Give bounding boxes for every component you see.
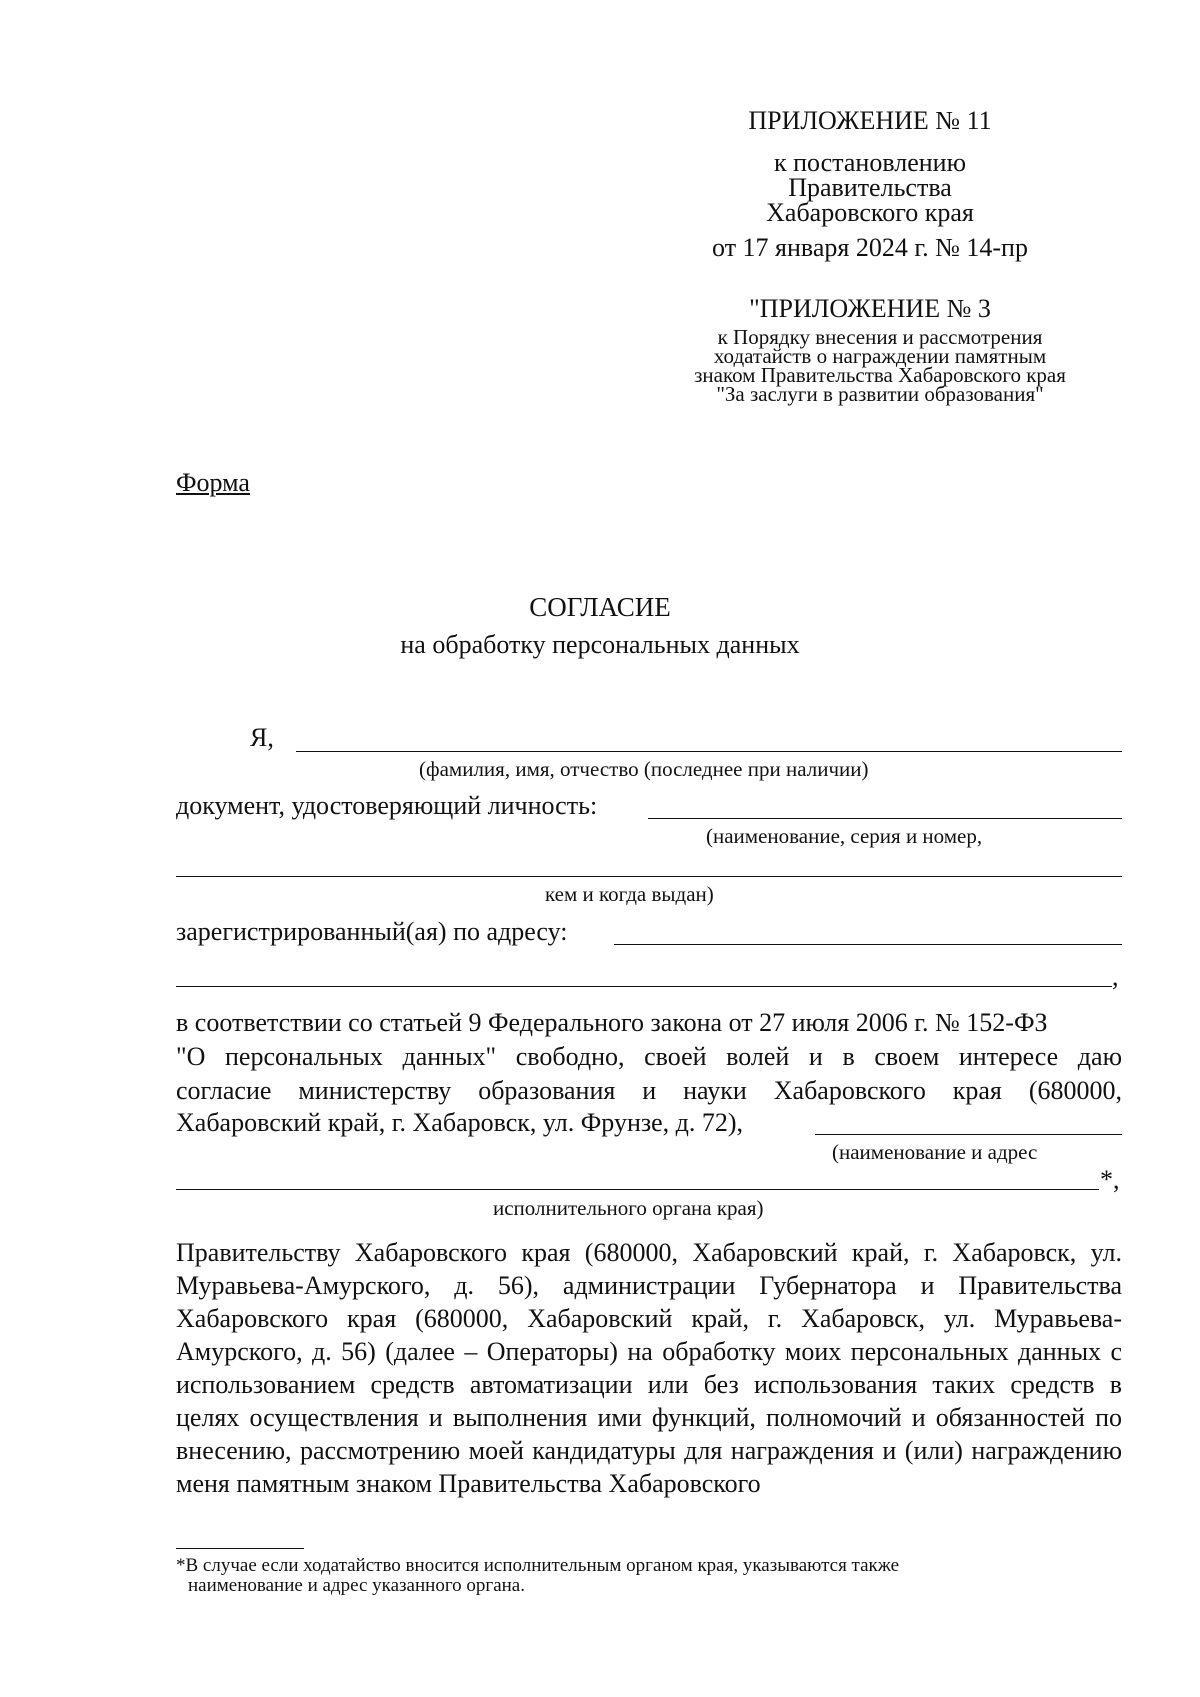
doc-title: СОГЛАСИЕ (529, 592, 671, 622)
org-hint-2: исполнительного органа края) (493, 1196, 764, 1220)
id-doc-label: документ, удостоверяющий личность: (176, 791, 598, 820)
appendix-title: ПРИЛОЖЕНИЕ № 11 (748, 106, 992, 135)
org-end: *, (1100, 1165, 1120, 1194)
footnote (176, 1556, 1122, 1596)
appendix-line-1: к постановлению (773, 148, 967, 177)
org-line[interactable] (815, 1134, 1122, 1135)
address-line-2[interactable] (176, 986, 1112, 987)
issued-hint: кем и когда выдан) (545, 882, 714, 906)
org-hint: (наименование и адрес (832, 1140, 1038, 1164)
appendix-line-2: Правительства (788, 173, 952, 202)
org-line-2[interactable] (176, 1189, 1099, 1190)
address-label: зарегистрированный(ая) по адресу: (176, 917, 568, 946)
footnote-cont: наименование и адрес указанного органа. (188, 1575, 525, 1596)
i-label: Я, (250, 723, 274, 752)
fio-line[interactable] (296, 751, 1122, 752)
form-label: Форма (176, 468, 250, 497)
paragraph-2: Правительству Хабаровского края (680000, Хабаровский край, г. Хабаровск, ул. Муравьева-Амурского, д. 56), администрации Губернатора и Правительства Хабаровского края (680000, Хабаровский край, г. Хабаровск, ул. Муравьева-Амурского, д. 56) (далее – Операторы) на обработку моих персональных данных с использованием средств автоматизации или без использования таких средств в целях осуществления и выполнения ими функций, полномочий и обязанностей по внесению, рассмотрению моей кандидатуры для награждения и (или) награждению меня памятным знаком Правительства Хабаровского (176, 1238, 1122, 1498)
sub-appendix-line-2: ходатайств о награждении памятным (713, 344, 1047, 368)
paragraph-1-line-3: согласие министерству образования и науки Хабаровского края (680000, (176, 1076, 1122, 1105)
appendix-date: от 17 января 2024 г. № 14-пр (712, 233, 1028, 262)
id-doc-line[interactable] (648, 818, 1122, 819)
paragraph-1-line-2: "О персональных данных" свободно, своей волей и в своем интересе даю (176, 1042, 1122, 1071)
id-doc-hint: (наименование, серия и номер, (706, 824, 983, 848)
sub-appendix-line-3: знаком Правительства Хабаровского края (694, 363, 1066, 387)
sub-appendix-line-1: к Порядку внесения и рассмотрения (717, 325, 1043, 349)
address-end: , (1112, 962, 1119, 991)
address-line[interactable] (614, 944, 1122, 945)
issued-line[interactable] (176, 876, 1122, 877)
fio-hint: (фамилия, имя, отчество (последнее при наличии) (419, 757, 869, 781)
paragraph-1-line-1: в соответствии со статьей 9 Федерального закона от 27 июля 2006 г. № 152-ФЗ (176, 1008, 1048, 1037)
footnote-separator (176, 1548, 304, 1549)
appendix-line-3: Хабаровского края (766, 198, 974, 227)
sub-appendix-title: "ПРИЛОЖЕНИЕ № 3 (749, 294, 991, 323)
footnote-text: *В случае если ходатайство вносится исполнительным органом края, указываются также (176, 1555, 900, 1576)
doc-subtitle: на обработку персональных данных (400, 630, 800, 659)
sub-appendix-line-4: "За заслуги в развитии образования" (716, 382, 1044, 406)
paragraph-1-line-4: Хабаровский край, г. Хабаровск, ул. Фрунзе, д. 72), (176, 1108, 744, 1137)
